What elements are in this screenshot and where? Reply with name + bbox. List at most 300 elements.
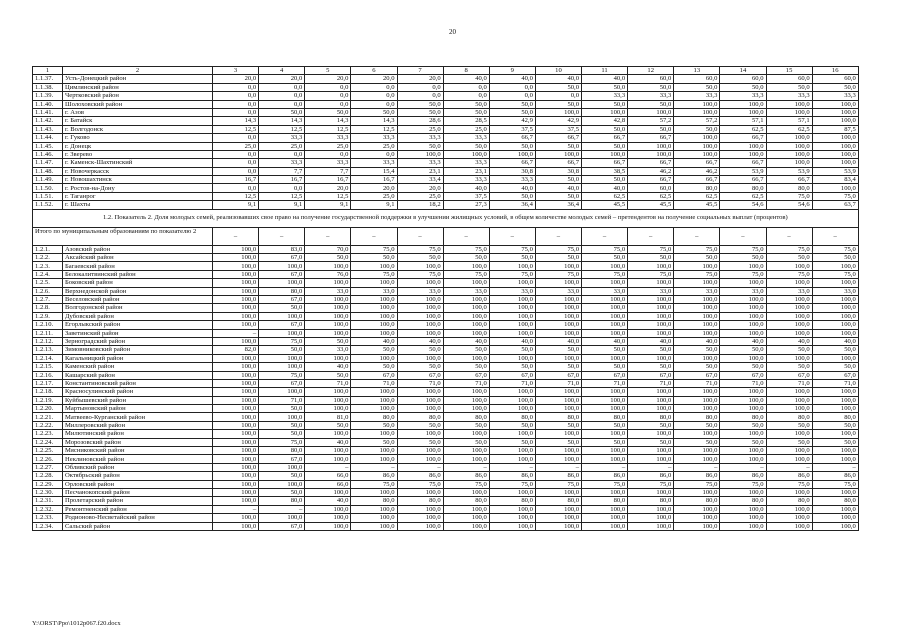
value-cell: 45,5	[674, 201, 720, 209]
value-cell: 100,0	[443, 354, 489, 362]
value-cell: 66,7	[720, 176, 766, 184]
value-cell: 33,3	[397, 134, 443, 142]
row-index-cell: 1.2.15.	[33, 363, 63, 371]
value-cell: 86,0	[489, 472, 535, 480]
value-cell: 86,0	[351, 472, 397, 480]
value-cell: –	[628, 463, 674, 471]
value-cell: 100,0	[489, 321, 535, 329]
value-cell: 0,0	[305, 92, 351, 100]
table-row	[33, 117, 859, 125]
value-cell: 20,0	[351, 184, 397, 192]
value-cell: 100,0	[443, 405, 489, 413]
value-cell: 50,0	[535, 192, 581, 200]
value-cell: 50,0	[674, 83, 720, 91]
value-cell: 100,0	[582, 295, 628, 303]
value-cell: 33,0	[443, 287, 489, 295]
row-index-cell: 1.2.9.	[33, 312, 63, 320]
indicator-title: 1.2. Показатель 2. Доля молодых семей, реализовавших свое право на получение государственной поддержки в улучшении жилищных условий, в общем количестве молодых семей – претендентов на получение социальных выплат (процентов)	[33, 209, 859, 227]
column-number-cell: 8	[443, 67, 489, 75]
value-cell: 80,0	[443, 497, 489, 505]
value-cell: 80,0	[766, 184, 812, 192]
value-cell: 100,0	[213, 254, 259, 262]
value-cell: 100,0	[535, 396, 581, 404]
value-cell: 100,0	[535, 150, 581, 158]
value-cell: 100,0	[443, 295, 489, 303]
value-cell: 100,0	[443, 455, 489, 463]
municipality-cell: Октябрьский район	[63, 472, 213, 480]
value-cell: 50,0	[535, 83, 581, 91]
value-cell: 50,0	[766, 83, 812, 91]
row-index-cell: 1.2.34.	[33, 522, 63, 530]
value-cell: 100,0	[720, 262, 766, 270]
value-cell: 100,0	[489, 514, 535, 522]
value-cell: 27,3	[443, 201, 489, 209]
value-cell: 100,0	[443, 430, 489, 438]
value-cell: 12,5	[213, 125, 259, 133]
value-cell: 100,0	[674, 108, 720, 116]
value-cell: 50,0	[259, 421, 305, 429]
value-cell: 80,0	[628, 413, 674, 421]
value-cell: 66,7	[628, 159, 674, 167]
value-cell: 86,0	[397, 472, 443, 480]
value-cell: 100,0	[720, 321, 766, 329]
value-cell: 75,0	[489, 480, 535, 488]
table-row	[33, 304, 859, 312]
value-cell: 100,0	[628, 514, 674, 522]
row-index-cell: 1.2.17.	[33, 379, 63, 387]
table-row	[33, 100, 859, 108]
municipality-cell: Кагальницкий район	[63, 354, 213, 362]
value-cell: 66,7	[628, 134, 674, 142]
value-cell: 0,0	[351, 83, 397, 91]
value-cell: 100,0	[812, 312, 858, 320]
value-cell: 100,0	[489, 488, 535, 496]
value-cell: 100,0	[397, 430, 443, 438]
value-cell: 16,7	[213, 176, 259, 184]
value-cell: 50,0	[443, 421, 489, 429]
value-cell: 33,4	[397, 176, 443, 184]
value-cell: 50,0	[628, 421, 674, 429]
value-cell: 50,0	[351, 363, 397, 371]
value-cell: 50,0	[443, 108, 489, 116]
total-value-cell: –	[628, 227, 674, 245]
value-cell: 50,0	[489, 363, 535, 371]
table-row	[33, 329, 859, 337]
municipality-cell: г. Новочеркасск	[63, 167, 213, 175]
value-cell: 71,0	[351, 379, 397, 387]
value-cell: 57,1	[766, 117, 812, 125]
value-cell: 100,0	[259, 514, 305, 522]
value-cell: 100,0	[674, 142, 720, 150]
value-cell: 42,8	[582, 117, 628, 125]
value-cell: 100,0	[213, 472, 259, 480]
value-cell: 57,2	[674, 117, 720, 125]
value-cell: 86,0	[535, 472, 581, 480]
value-cell: 100,0	[766, 396, 812, 404]
value-cell: 75,0	[443, 270, 489, 278]
value-cell: 100,0	[812, 142, 858, 150]
value-cell: 75,0	[582, 480, 628, 488]
value-cell: 100,0	[305, 505, 351, 513]
table-body	[33, 67, 859, 531]
value-cell: 67,0	[259, 321, 305, 329]
value-cell: 0,0	[213, 100, 259, 108]
value-cell: 0,0	[259, 83, 305, 91]
value-cell: 100,0	[213, 497, 259, 505]
row-index-cell: 1.2.4.	[33, 270, 63, 278]
value-cell: 100,0	[766, 295, 812, 303]
value-cell: 83,0	[259, 245, 305, 253]
value-cell: 100,0	[397, 262, 443, 270]
row-index-cell: 1.2.16.	[33, 371, 63, 379]
value-cell: 100,0	[674, 388, 720, 396]
value-cell: 20,0	[305, 75, 351, 83]
value-cell: 23,1	[397, 167, 443, 175]
value-cell: 100,0	[351, 354, 397, 362]
value-cell: 50,0	[582, 254, 628, 262]
value-cell: 50,0	[535, 142, 581, 150]
value-cell: 54,6	[766, 201, 812, 209]
value-cell: 100,0	[213, 295, 259, 303]
value-cell: 80,0	[259, 497, 305, 505]
value-cell: 100,0	[213, 396, 259, 404]
municipality-cell: Зимовниковский район	[63, 346, 213, 354]
value-cell: 100,0	[443, 279, 489, 287]
value-cell: 50,0	[766, 254, 812, 262]
value-cell: 40,0	[674, 337, 720, 345]
value-cell: 100,0	[582, 430, 628, 438]
row-index-cell: 1.2.31.	[33, 497, 63, 505]
value-cell: 100,0	[259, 354, 305, 362]
value-cell: 100,0	[674, 312, 720, 320]
value-cell: 100,0	[535, 455, 581, 463]
value-cell: 50,0	[766, 363, 812, 371]
value-cell: 82,0	[213, 346, 259, 354]
value-cell: 100,0	[720, 514, 766, 522]
value-cell: 100,0	[582, 150, 628, 158]
value-cell: 40,0	[305, 497, 351, 505]
value-cell: 100,0	[674, 329, 720, 337]
value-cell: 100,0	[535, 304, 581, 312]
value-cell: 45,5	[628, 201, 674, 209]
value-cell: 33,3	[443, 159, 489, 167]
value-cell: 100,0	[259, 480, 305, 488]
municipality-cell: г. Донецк	[63, 142, 213, 150]
municipality-cell: Красносулинский район	[63, 388, 213, 396]
value-cell: 50,0	[443, 254, 489, 262]
value-cell: 100,0	[213, 455, 259, 463]
value-cell: 9,1	[213, 201, 259, 209]
value-cell: 75,0	[443, 480, 489, 488]
value-cell: 100,0	[489, 405, 535, 413]
value-cell: 100,0	[582, 522, 628, 530]
value-cell: 53,9	[766, 167, 812, 175]
value-cell: 100,0	[720, 312, 766, 320]
value-cell: 50,0	[582, 83, 628, 91]
row-index-cell: 1.2.23.	[33, 430, 63, 438]
total-value-cell: –	[720, 227, 766, 245]
column-number-cell: 16	[812, 67, 858, 75]
value-cell: 100,0	[628, 150, 674, 158]
table-row	[33, 150, 859, 158]
value-cell: 40,0	[812, 337, 858, 345]
value-cell: 50,0	[397, 438, 443, 446]
value-cell: 25,0	[259, 142, 305, 150]
value-cell: 50,0	[489, 100, 535, 108]
value-cell: 80,0	[489, 497, 535, 505]
value-cell: 75,0	[766, 270, 812, 278]
value-cell: 100,0	[351, 488, 397, 496]
value-cell: 50,0	[674, 421, 720, 429]
value-cell: 80,0	[582, 413, 628, 421]
value-cell: 75,0	[351, 245, 397, 253]
indicator-section-row	[33, 209, 859, 227]
value-cell: 100,0	[628, 522, 674, 530]
value-cell: 100,0	[443, 150, 489, 158]
municipality-cell: Мясниковский район	[63, 447, 213, 455]
municipality-cell: Чертковский район	[63, 92, 213, 100]
value-cell: 71,0	[489, 379, 535, 387]
value-cell: 33,0	[489, 287, 535, 295]
value-cell: 33,3	[305, 134, 351, 142]
value-cell: 33,3	[259, 134, 305, 142]
value-cell: 100,0	[674, 304, 720, 312]
value-cell: 80,0	[397, 497, 443, 505]
value-cell: 100,0	[351, 388, 397, 396]
value-cell: 100,0	[766, 455, 812, 463]
value-cell: 100,0	[489, 447, 535, 455]
value-cell: 100,0	[720, 522, 766, 530]
municipality-cell: г. Таганрог	[63, 192, 213, 200]
value-cell: 50,0	[305, 371, 351, 379]
row-index-cell: 1.1.51.	[33, 192, 63, 200]
value-cell: 100,0	[628, 329, 674, 337]
value-cell: 100,0	[674, 430, 720, 438]
value-cell: 100,0	[766, 312, 812, 320]
table-row	[33, 321, 859, 329]
value-cell: 12,5	[259, 125, 305, 133]
value-cell: 40,0	[397, 337, 443, 345]
value-cell: 75,0	[720, 480, 766, 488]
row-index-cell: 1.1.43.	[33, 125, 63, 133]
page-number: 20	[449, 28, 456, 36]
column-number-cell: 14	[720, 67, 766, 75]
value-cell: 100,0	[305, 295, 351, 303]
table-row	[33, 472, 859, 480]
value-cell: 100,0	[766, 150, 812, 158]
value-cell: 50,0	[535, 346, 581, 354]
value-cell: 100,0	[351, 304, 397, 312]
row-index-cell: 1.1.49.	[33, 176, 63, 184]
value-cell: 75,0	[489, 245, 535, 253]
value-cell: 45,5	[582, 201, 628, 209]
value-cell: 100,0	[674, 488, 720, 496]
total-value-cell: –	[674, 227, 720, 245]
value-cell: 33,3	[720, 92, 766, 100]
table-row	[33, 438, 859, 446]
table-row	[33, 159, 859, 167]
value-cell: 100,0	[213, 337, 259, 345]
value-cell: 50,0	[259, 472, 305, 480]
value-cell: 100,0	[812, 117, 858, 125]
value-cell: 0,0	[213, 83, 259, 91]
value-cell: 86,0	[720, 472, 766, 480]
value-cell: 100,0	[213, 463, 259, 471]
table-row	[33, 312, 859, 320]
value-cell: 100,0	[766, 321, 812, 329]
value-cell: 100,0	[535, 447, 581, 455]
value-cell: 100,0	[812, 329, 858, 337]
municipality-cell: Милютинский район	[63, 430, 213, 438]
value-cell: 12,5	[351, 125, 397, 133]
value-cell: 100,0	[305, 430, 351, 438]
value-cell: 12,5	[305, 125, 351, 133]
value-cell: 100,0	[535, 108, 581, 116]
value-cell: 100,0	[766, 134, 812, 142]
value-cell: 100,0	[213, 245, 259, 253]
value-cell: 80,0	[720, 184, 766, 192]
value-cell: 42,9	[489, 117, 535, 125]
value-cell: 100,0	[720, 100, 766, 108]
value-cell: 20,0	[259, 75, 305, 83]
value-cell: 75,0	[259, 371, 305, 379]
value-cell: 100,0	[582, 312, 628, 320]
value-cell: 12,5	[305, 192, 351, 200]
value-cell: 100,0	[535, 514, 581, 522]
value-cell: 50,0	[720, 83, 766, 91]
value-cell: 100,0	[305, 455, 351, 463]
value-cell: 100,0	[766, 388, 812, 396]
value-cell: 71,0	[259, 396, 305, 404]
value-cell: 100,0	[305, 514, 351, 522]
column-number-row	[33, 67, 859, 75]
value-cell: 100,0	[674, 150, 720, 158]
value-cell: 40,0	[489, 337, 535, 345]
value-cell: 0,0	[351, 100, 397, 108]
value-cell: 100,0	[720, 455, 766, 463]
value-cell: 100,0	[213, 321, 259, 329]
value-cell: 100,0	[720, 108, 766, 116]
value-cell: 46,2	[628, 167, 674, 175]
value-cell: 100,0	[582, 514, 628, 522]
value-cell: 100,0	[443, 321, 489, 329]
value-cell: 0,0	[397, 92, 443, 100]
value-cell: 33,0	[812, 287, 858, 295]
value-cell: 100,0	[259, 312, 305, 320]
value-cell: 40,0	[628, 337, 674, 345]
value-cell: 50,0	[397, 421, 443, 429]
value-cell: 100,0	[766, 514, 812, 522]
municipality-cell: Багаевский район	[63, 262, 213, 270]
value-cell: 0,0	[213, 92, 259, 100]
value-cell: 100,0	[489, 262, 535, 270]
value-cell: 100,0	[720, 488, 766, 496]
value-cell: 33,3	[582, 92, 628, 100]
value-cell: 100,0	[259, 388, 305, 396]
value-cell: 81,0	[305, 413, 351, 421]
value-cell: 62,5	[720, 192, 766, 200]
value-cell: 100,0	[766, 100, 812, 108]
value-cell: 75,0	[535, 245, 581, 253]
value-cell: 50,0	[582, 421, 628, 429]
value-cell: 80,0	[720, 497, 766, 505]
value-cell: 100,0	[305, 279, 351, 287]
value-cell: 33,3	[674, 92, 720, 100]
municipality-cell: Матвеево-Курганский район	[63, 413, 213, 421]
value-cell: 100,0	[812, 100, 858, 108]
total-value-cell: –	[397, 227, 443, 245]
total-value-cell: –	[535, 227, 581, 245]
value-cell: 80,0	[535, 413, 581, 421]
value-cell: 100,0	[397, 354, 443, 362]
value-cell: 33,0	[351, 287, 397, 295]
table-row	[33, 270, 859, 278]
value-cell: 100,0	[582, 405, 628, 413]
value-cell: 66,7	[720, 134, 766, 142]
value-cell: 54,6	[720, 201, 766, 209]
value-cell: 40,0	[351, 337, 397, 345]
table-row	[33, 295, 859, 303]
table-row	[33, 354, 859, 362]
row-index-cell: 1.2.2.	[33, 254, 63, 262]
table-row	[33, 142, 859, 150]
value-cell: 86,0	[628, 472, 674, 480]
value-cell: 50,0	[674, 363, 720, 371]
value-cell: 40,0	[305, 363, 351, 371]
value-cell: 40,0	[443, 75, 489, 83]
table-row	[33, 413, 859, 421]
value-cell: 100,0	[766, 262, 812, 270]
value-cell: 14,3	[351, 117, 397, 125]
value-cell: 50,0	[305, 337, 351, 345]
value-cell: 33,3	[812, 92, 858, 100]
value-cell: 80,0	[674, 413, 720, 421]
value-cell: 100,0	[443, 514, 489, 522]
row-index-cell: 1.1.48.	[33, 167, 63, 175]
value-cell: 50,0	[397, 254, 443, 262]
value-cell: 75,0	[812, 245, 858, 253]
value-cell: 16,7	[351, 176, 397, 184]
value-cell: 100,0	[535, 388, 581, 396]
value-cell: 0,0	[305, 150, 351, 158]
value-cell: 20,0	[351, 75, 397, 83]
value-cell: 50,0	[489, 438, 535, 446]
value-cell: 67,0	[259, 295, 305, 303]
value-cell: 100,0	[674, 354, 720, 362]
value-cell: 100,0	[305, 488, 351, 496]
value-cell: 40,0	[535, 75, 581, 83]
value-cell: 71,0	[628, 379, 674, 387]
value-cell: 33,3	[443, 134, 489, 142]
value-cell: 50,0	[397, 108, 443, 116]
value-cell: 20,0	[213, 75, 259, 83]
value-cell: 66,0	[305, 472, 351, 480]
value-cell: 100,0	[812, 262, 858, 270]
value-cell: 33,0	[766, 287, 812, 295]
value-cell: 33,3	[489, 176, 535, 184]
value-cell: 75,0	[674, 480, 720, 488]
municipality-cell: Зерноградский район	[63, 337, 213, 345]
value-cell: 33,0	[305, 287, 351, 295]
value-cell: 100,0	[766, 405, 812, 413]
table-row	[33, 287, 859, 295]
row-index-cell: 1.2.33.	[33, 514, 63, 522]
value-cell: 50,0	[443, 346, 489, 354]
value-cell: 33,0	[628, 287, 674, 295]
value-cell: 33,0	[582, 287, 628, 295]
municipality-cell: Боковский район	[63, 279, 213, 287]
value-cell: 100,0	[674, 396, 720, 404]
